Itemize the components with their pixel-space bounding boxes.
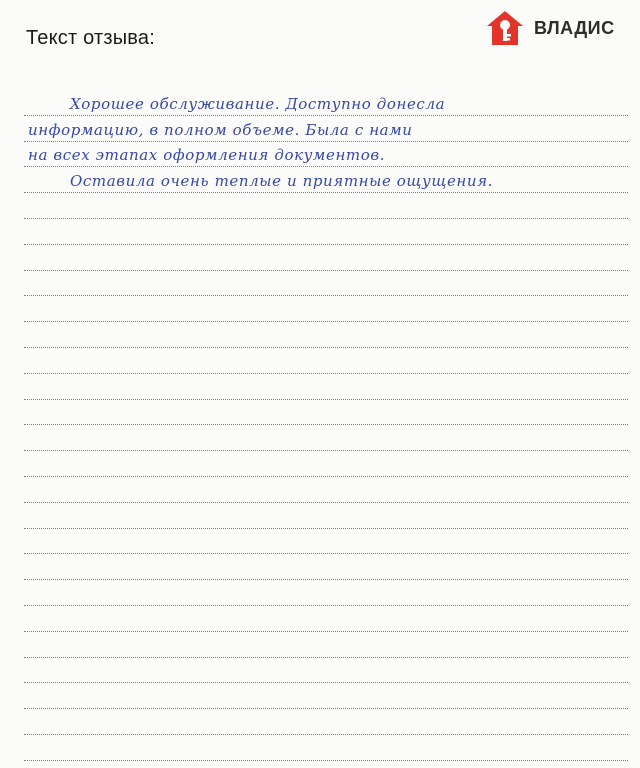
form-header <box>0 0 640 60</box>
ruled-line <box>24 503 628 529</box>
brand-name: ВЛАДИС <box>534 17 615 38</box>
form-title: Текст отзыва: <box>26 27 155 49</box>
ruled-line <box>24 271 628 297</box>
ruled-line <box>24 167 628 193</box>
handwritten-line: Хорошее обслуживание. Доступно донесла <box>70 94 446 113</box>
ruled-line <box>24 425 628 451</box>
house-key-icon <box>486 10 524 46</box>
ruled-line <box>24 709 628 735</box>
ruled-line <box>24 142 628 168</box>
ruled-line <box>24 116 628 142</box>
ruled-line <box>24 658 628 684</box>
ruled-line <box>24 632 628 658</box>
review-text-area <box>24 90 628 761</box>
ruled-line <box>24 193 628 219</box>
ruled-line <box>24 245 628 271</box>
ruled-line <box>24 451 628 477</box>
ruled-line <box>24 554 628 580</box>
ruled-line <box>24 529 628 555</box>
ruled-line <box>24 296 628 322</box>
ruled-line <box>24 322 628 348</box>
ruled-line <box>24 580 628 606</box>
brand-logo <box>486 10 615 46</box>
ruled-line <box>24 400 628 426</box>
ruled-line <box>24 374 628 400</box>
ruled-line <box>24 219 628 245</box>
ruled-line <box>24 735 628 761</box>
ruled-line <box>24 348 628 374</box>
handwritten-line: информацию, в полном объеме. Была с нами <box>28 120 413 139</box>
ruled-line <box>24 90 628 116</box>
ruled-line <box>24 606 628 632</box>
handwritten-line: Оставила очень теплые и приятные ощущения. <box>70 172 494 191</box>
ruled-line <box>24 477 628 503</box>
ruled-line <box>24 683 628 709</box>
handwritten-line: на всех этапах оформления документов. <box>28 146 386 165</box>
